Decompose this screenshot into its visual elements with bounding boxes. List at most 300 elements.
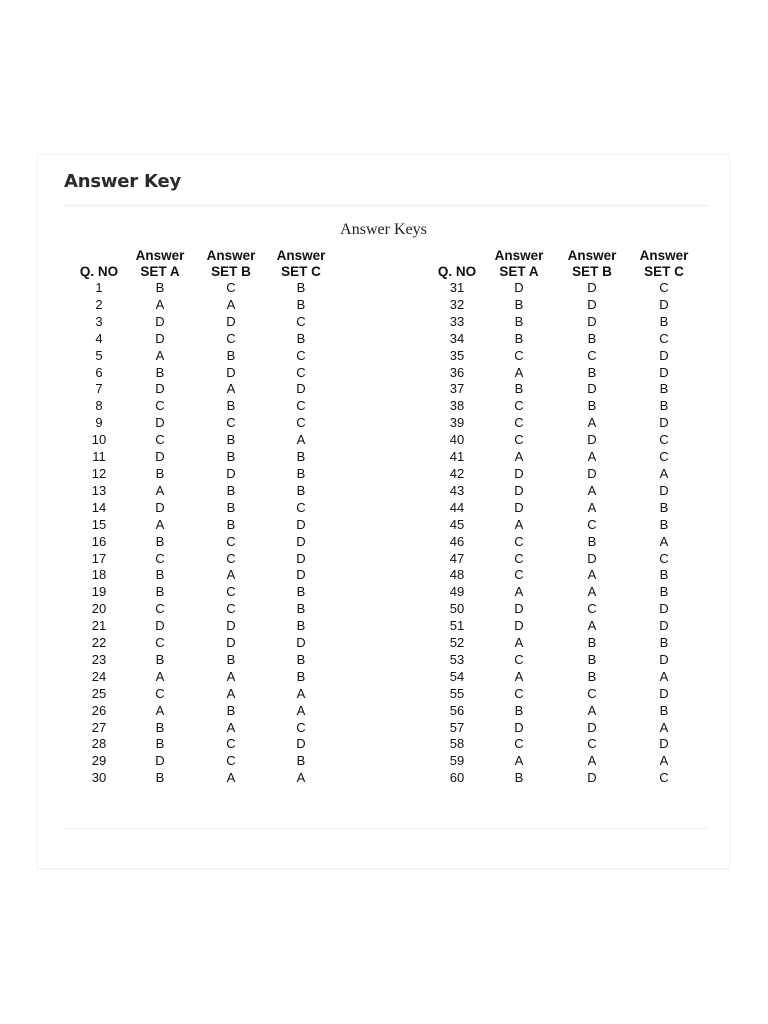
table-row bbox=[432, 398, 700, 415]
table-row bbox=[74, 365, 336, 382]
table-row bbox=[74, 618, 336, 635]
cell-set-a: C bbox=[514, 432, 524, 448]
cell-qno: 55 bbox=[449, 685, 465, 701]
table-row bbox=[74, 517, 336, 534]
cell-set-b: A bbox=[226, 719, 236, 735]
cell-set-b: B bbox=[587, 668, 597, 684]
cell-set-a: C bbox=[155, 432, 165, 448]
table-row bbox=[432, 686, 700, 703]
cell-set-b: B bbox=[226, 432, 236, 448]
cell-set-a: A bbox=[155, 702, 165, 718]
cell-set-c: B bbox=[296, 668, 306, 684]
cell-set-c: D bbox=[296, 381, 306, 397]
table-row bbox=[74, 534, 336, 551]
cell-qno: 49 bbox=[449, 584, 465, 600]
section-title: Answer Key bbox=[64, 171, 182, 192]
cell-set-a: A bbox=[155, 516, 165, 532]
cell-qno: 12 bbox=[91, 465, 107, 481]
cell-qno: 6 bbox=[95, 364, 103, 380]
cell-qno: 30 bbox=[91, 770, 107, 786]
cell-set-c: C bbox=[296, 347, 306, 363]
table-row bbox=[432, 703, 700, 720]
cell-set-a: B bbox=[514, 770, 524, 786]
cell-set-b: B bbox=[587, 635, 597, 651]
cell-set-b: B bbox=[587, 533, 597, 549]
cell-set-b: D bbox=[226, 313, 236, 329]
cell-set-a: B bbox=[514, 330, 524, 346]
table-row bbox=[74, 348, 336, 365]
cell-set-c: D bbox=[296, 516, 306, 532]
table-row bbox=[74, 686, 336, 703]
cell-set-a: D bbox=[514, 601, 524, 617]
table-row bbox=[74, 432, 336, 449]
cell-set-b: B bbox=[226, 347, 236, 363]
cell-qno: 58 bbox=[449, 736, 465, 752]
cell-set-b: C bbox=[226, 584, 236, 600]
table-row bbox=[74, 635, 336, 652]
cell-set-b: B bbox=[226, 651, 236, 667]
cell-set-a: D bbox=[514, 618, 524, 634]
cell-set-a: B bbox=[514, 296, 524, 312]
table-row bbox=[74, 297, 336, 314]
table-row bbox=[74, 551, 336, 568]
cell-qno: 8 bbox=[95, 398, 103, 414]
cell-set-c: D bbox=[296, 567, 306, 583]
cell-set-a: D bbox=[514, 465, 524, 481]
cell-set-c: B bbox=[296, 296, 306, 312]
cell-set-a: D bbox=[155, 499, 165, 515]
cell-set-b: D bbox=[587, 381, 597, 397]
table-row bbox=[74, 280, 336, 297]
cell-set-c: A bbox=[659, 533, 669, 549]
cell-set-a: B bbox=[514, 313, 524, 329]
cell-set-c: D bbox=[659, 685, 669, 701]
table-row bbox=[74, 567, 336, 584]
cell-qno: 26 bbox=[91, 702, 107, 718]
cell-qno: 60 bbox=[449, 770, 465, 786]
cell-set-a: D bbox=[155, 330, 165, 346]
table-header-row bbox=[432, 246, 700, 280]
cell-set-b: C bbox=[226, 330, 236, 346]
cell-set-a: C bbox=[514, 685, 524, 701]
cell-qno: 40 bbox=[449, 432, 465, 448]
header-set-b: Answer SET B bbox=[206, 248, 256, 279]
cell-qno: 11 bbox=[92, 449, 106, 465]
table-row bbox=[432, 348, 700, 365]
cell-set-b: B bbox=[226, 499, 236, 515]
cell-set-b: B bbox=[587, 330, 597, 346]
table-header-row bbox=[74, 246, 336, 280]
cell-set-b: A bbox=[226, 770, 236, 786]
cell-qno: 54 bbox=[449, 668, 465, 684]
cell-set-c: A bbox=[659, 753, 669, 769]
cell-set-a: B bbox=[155, 567, 165, 583]
header-set-c: Answer SET C bbox=[276, 248, 326, 279]
cell-set-c: C bbox=[296, 398, 306, 414]
cell-set-a: A bbox=[155, 668, 165, 684]
cell-set-b: A bbox=[587, 618, 597, 634]
cell-set-a: C bbox=[514, 567, 524, 583]
cell-set-b: A bbox=[226, 685, 236, 701]
cell-set-c: B bbox=[296, 465, 306, 481]
cell-set-b: A bbox=[587, 482, 597, 498]
cell-set-b: A bbox=[226, 381, 236, 397]
cell-set-c: D bbox=[659, 347, 669, 363]
cell-set-a: C bbox=[514, 415, 524, 431]
cell-set-a: A bbox=[514, 584, 524, 600]
cell-set-b: C bbox=[226, 601, 236, 617]
cell-qno: 4 bbox=[95, 330, 103, 346]
table-row bbox=[74, 381, 336, 398]
cell-qno: 15 bbox=[91, 516, 107, 532]
cell-set-a: C bbox=[155, 685, 165, 701]
cell-set-a: C bbox=[514, 347, 524, 363]
answer-key-card bbox=[38, 155, 729, 868]
cell-qno: 38 bbox=[449, 398, 465, 414]
cell-set-c: A bbox=[296, 685, 306, 701]
cell-qno: 59 bbox=[449, 753, 465, 769]
table-row bbox=[432, 770, 700, 787]
table-row bbox=[432, 584, 700, 601]
table-row bbox=[74, 483, 336, 500]
cell-set-c: D bbox=[296, 635, 306, 651]
cell-set-b: D bbox=[587, 719, 597, 735]
cell-set-c: A bbox=[659, 719, 669, 735]
cell-set-c: C bbox=[659, 280, 669, 295]
cell-qno: 24 bbox=[91, 668, 107, 684]
cell-set-a: D bbox=[155, 753, 165, 769]
cell-set-b: A bbox=[587, 584, 597, 600]
cell-qno: 46 bbox=[449, 533, 465, 549]
cell-qno: 56 bbox=[449, 702, 465, 718]
cell-qno: 41 bbox=[449, 449, 465, 465]
table-row bbox=[74, 770, 336, 787]
cell-qno: 35 bbox=[449, 347, 465, 363]
cell-qno: 32 bbox=[449, 296, 465, 312]
cell-qno: 37 bbox=[449, 381, 465, 397]
cell-set-a: B bbox=[155, 584, 165, 600]
cell-set-b: C bbox=[587, 685, 597, 701]
cell-qno: 47 bbox=[449, 550, 465, 566]
table-row bbox=[74, 601, 336, 618]
table-row bbox=[432, 753, 700, 770]
cell-set-a: B bbox=[514, 381, 524, 397]
cell-qno: 9 bbox=[95, 415, 103, 431]
cell-set-c: C bbox=[296, 499, 306, 515]
table-row bbox=[432, 720, 700, 737]
cell-set-a: B bbox=[155, 736, 165, 752]
cell-set-b: D bbox=[587, 280, 597, 295]
cell-set-b: B bbox=[587, 364, 597, 380]
cell-qno: 28 bbox=[91, 736, 107, 752]
cell-qno: 19 bbox=[91, 584, 107, 600]
cell-set-a: A bbox=[155, 347, 165, 363]
cell-set-a: C bbox=[514, 398, 524, 414]
cell-set-c: B bbox=[296, 280, 306, 295]
cell-set-b: B bbox=[226, 516, 236, 532]
cell-set-c: B bbox=[659, 499, 669, 515]
cell-set-b: D bbox=[226, 465, 236, 481]
table-row bbox=[74, 331, 336, 348]
cell-set-a: C bbox=[155, 398, 165, 414]
cell-qno: 50 bbox=[449, 601, 465, 617]
cell-set-b: B bbox=[226, 398, 236, 414]
table-row bbox=[74, 720, 336, 737]
cell-qno: 5 bbox=[95, 347, 103, 363]
cell-set-c: D bbox=[296, 736, 306, 752]
cell-set-b: C bbox=[587, 516, 597, 532]
cell-set-b: A bbox=[587, 415, 597, 431]
table-row bbox=[432, 415, 700, 432]
cell-set-a: D bbox=[155, 449, 165, 465]
table-row bbox=[432, 483, 700, 500]
cell-set-a: D bbox=[155, 415, 165, 431]
cell-set-a: A bbox=[514, 364, 524, 380]
cell-set-a: A bbox=[155, 482, 165, 498]
table-row bbox=[432, 365, 700, 382]
table-row bbox=[74, 584, 336, 601]
cell-set-b: D bbox=[226, 635, 236, 651]
cell-qno: 42 bbox=[449, 465, 465, 481]
cell-set-b: C bbox=[226, 736, 236, 752]
cell-qno: 48 bbox=[449, 567, 465, 583]
cell-set-c: B bbox=[659, 702, 669, 718]
cell-set-c: A bbox=[659, 668, 669, 684]
table-row bbox=[74, 669, 336, 686]
cell-set-b: D bbox=[587, 432, 597, 448]
cell-set-a: D bbox=[514, 719, 524, 735]
cell-qno: 1 bbox=[95, 280, 103, 295]
table-row bbox=[432, 736, 700, 753]
cell-set-a: D bbox=[155, 381, 165, 397]
cell-set-b: A bbox=[587, 449, 597, 465]
cell-set-a: B bbox=[155, 465, 165, 481]
document-title: Answer Keys bbox=[340, 221, 427, 238]
table-row bbox=[74, 500, 336, 517]
cell-set-b: D bbox=[226, 364, 236, 380]
cell-set-a: C bbox=[514, 550, 524, 566]
header-set-b: Answer SET B bbox=[567, 248, 617, 279]
cell-set-b: B bbox=[587, 651, 597, 667]
cell-set-a: A bbox=[514, 635, 524, 651]
cell-set-c: C bbox=[659, 550, 669, 566]
cell-set-b: A bbox=[226, 567, 236, 583]
cell-set-b: D bbox=[587, 770, 597, 786]
cell-set-b: D bbox=[587, 296, 597, 312]
cell-set-b: A bbox=[587, 567, 597, 583]
cell-set-c: B bbox=[659, 635, 669, 651]
header-set-c: Answer SET C bbox=[639, 248, 689, 279]
cell-qno: 13 bbox=[91, 482, 107, 498]
cell-qno: 3 bbox=[95, 313, 103, 329]
cell-qno: 52 bbox=[449, 635, 465, 651]
cell-set-b: C bbox=[587, 736, 597, 752]
cell-set-a: D bbox=[514, 499, 524, 515]
cell-qno: 51 bbox=[449, 618, 465, 634]
cell-qno: 17 bbox=[91, 550, 107, 566]
cell-set-a: B bbox=[155, 770, 165, 786]
cell-qno: 21 bbox=[91, 618, 107, 634]
cell-set-b: C bbox=[587, 601, 597, 617]
cell-qno: 25 bbox=[91, 685, 107, 701]
cell-set-b: B bbox=[226, 449, 236, 465]
cell-set-c: C bbox=[659, 330, 669, 346]
cell-set-c: B bbox=[296, 482, 306, 498]
cell-set-a: A bbox=[514, 449, 524, 465]
cell-qno: 29 bbox=[91, 753, 107, 769]
cell-set-c: B bbox=[659, 567, 669, 583]
cell-set-c: B bbox=[659, 398, 669, 414]
cell-set-c: D bbox=[659, 364, 669, 380]
cell-set-c: B bbox=[296, 651, 306, 667]
cell-set-a: D bbox=[514, 482, 524, 498]
cell-set-c: C bbox=[659, 432, 669, 448]
cell-set-c: B bbox=[659, 313, 669, 329]
cell-qno: 44 bbox=[449, 499, 465, 515]
table-row bbox=[432, 314, 700, 331]
cell-qno: 18 bbox=[91, 567, 107, 583]
table-row bbox=[432, 280, 700, 297]
cell-set-a: B bbox=[155, 533, 165, 549]
cell-set-c: B bbox=[296, 601, 306, 617]
cell-qno: 45 bbox=[449, 516, 465, 532]
cell-set-b: D bbox=[587, 313, 597, 329]
cell-set-b: C bbox=[226, 753, 236, 769]
cell-set-c: B bbox=[296, 618, 306, 634]
cell-qno: 20 bbox=[91, 601, 107, 617]
table-row bbox=[432, 601, 700, 618]
cell-set-b: A bbox=[587, 499, 597, 515]
bottom-divider bbox=[64, 828, 709, 829]
cell-set-a: C bbox=[155, 550, 165, 566]
cell-set-b: B bbox=[226, 702, 236, 718]
table-row bbox=[432, 466, 700, 483]
table-row bbox=[74, 703, 336, 720]
cell-set-c: C bbox=[296, 364, 306, 380]
cell-set-b: B bbox=[226, 482, 236, 498]
cell-set-b: C bbox=[226, 533, 236, 549]
table-row bbox=[432, 500, 700, 517]
answer-table-right bbox=[432, 246, 700, 787]
table-row bbox=[432, 432, 700, 449]
cell-set-c: C bbox=[296, 313, 306, 329]
table-row bbox=[432, 618, 700, 635]
cell-set-a: A bbox=[514, 668, 524, 684]
cell-set-c: B bbox=[296, 330, 306, 346]
table-row bbox=[74, 736, 336, 753]
cell-set-c: D bbox=[659, 482, 669, 498]
cell-set-c: C bbox=[296, 719, 306, 735]
cell-set-c: C bbox=[659, 449, 669, 465]
cell-set-c: D bbox=[296, 550, 306, 566]
cell-set-a: C bbox=[155, 635, 165, 651]
header-set-a: Answer SET A bbox=[135, 248, 185, 279]
cell-set-c: D bbox=[659, 736, 669, 752]
table-row bbox=[432, 669, 700, 686]
table-row bbox=[432, 551, 700, 568]
cell-set-b: C bbox=[226, 280, 236, 295]
table-row bbox=[432, 331, 700, 348]
cell-set-c: D bbox=[296, 533, 306, 549]
cell-set-a: A bbox=[514, 753, 524, 769]
cell-set-a: C bbox=[514, 651, 524, 667]
answer-table-left bbox=[74, 246, 336, 787]
table-row bbox=[74, 466, 336, 483]
cell-set-c: A bbox=[296, 432, 306, 448]
cell-set-b: C bbox=[226, 415, 236, 431]
cell-set-a: B bbox=[155, 651, 165, 667]
cell-set-c: B bbox=[659, 584, 669, 600]
cell-set-a: C bbox=[155, 601, 165, 617]
cell-qno: 10 bbox=[91, 432, 107, 448]
header-qno: Q. NO bbox=[437, 264, 477, 279]
cell-qno: 36 bbox=[449, 364, 465, 380]
table-row bbox=[432, 652, 700, 669]
title-divider bbox=[64, 205, 709, 206]
cell-qno: 23 bbox=[91, 651, 107, 667]
cell-set-c: B bbox=[659, 381, 669, 397]
cell-set-c: B bbox=[296, 753, 306, 769]
cell-qno: 2 bbox=[95, 296, 103, 312]
cell-qno: 33 bbox=[449, 313, 465, 329]
header-qno: Q. NO bbox=[79, 264, 119, 279]
cell-set-a: A bbox=[155, 296, 165, 312]
cell-set-a: A bbox=[514, 516, 524, 532]
cell-set-a: D bbox=[514, 280, 524, 295]
cell-set-c: B bbox=[659, 516, 669, 532]
cell-qno: 53 bbox=[449, 651, 465, 667]
cell-set-c: A bbox=[296, 770, 306, 786]
cell-set-c: D bbox=[659, 618, 669, 634]
cell-set-a: C bbox=[514, 736, 524, 752]
cell-set-b: D bbox=[587, 550, 597, 566]
table-row bbox=[432, 635, 700, 652]
table-row bbox=[432, 517, 700, 534]
cell-set-c: B bbox=[296, 584, 306, 600]
cell-set-a: D bbox=[155, 618, 165, 634]
cell-set-b: D bbox=[587, 465, 597, 481]
cell-set-a: B bbox=[514, 702, 524, 718]
cell-set-b: A bbox=[226, 296, 236, 312]
cell-set-b: C bbox=[587, 347, 597, 363]
table-row bbox=[432, 567, 700, 584]
table-row bbox=[432, 449, 700, 466]
cell-set-c: D bbox=[659, 415, 669, 431]
cell-set-c: C bbox=[659, 770, 669, 786]
cell-qno: 31 bbox=[449, 280, 465, 295]
table-row bbox=[432, 297, 700, 314]
table-row bbox=[74, 415, 336, 432]
cell-set-a: D bbox=[155, 313, 165, 329]
cell-set-b: A bbox=[587, 753, 597, 769]
cell-qno: 57 bbox=[449, 719, 465, 735]
table-row bbox=[74, 652, 336, 669]
cell-qno: 22 bbox=[91, 635, 107, 651]
cell-set-c: D bbox=[659, 296, 669, 312]
cell-qno: 34 bbox=[449, 330, 465, 346]
cell-set-b: B bbox=[587, 398, 597, 414]
cell-set-b: D bbox=[226, 618, 236, 634]
cell-set-c: A bbox=[296, 702, 306, 718]
cell-set-b: A bbox=[587, 702, 597, 718]
table-row bbox=[432, 381, 700, 398]
cell-qno: 39 bbox=[449, 415, 465, 431]
table-row bbox=[74, 314, 336, 331]
cell-set-c: D bbox=[659, 651, 669, 667]
cell-set-c: D bbox=[659, 601, 669, 617]
cell-set-c: C bbox=[296, 415, 306, 431]
cell-qno: 27 bbox=[91, 719, 107, 735]
